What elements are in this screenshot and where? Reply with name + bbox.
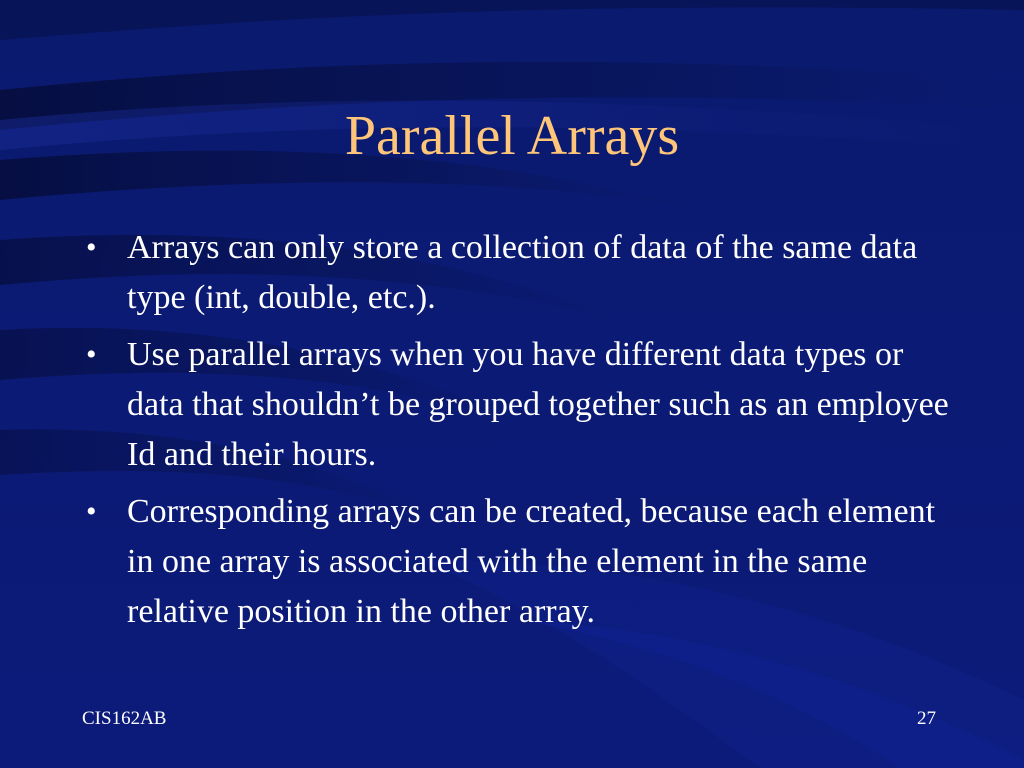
- page-number: 27: [917, 708, 936, 729]
- bullet-marker: •: [86, 495, 97, 528]
- bullet-text: Arrays can only store a collection of data of the same data type (int, double, etc.).: [127, 229, 918, 316]
- bullet-item: [80, 330, 960, 480]
- footer-course-code: CIS162AB: [82, 708, 167, 729]
- bullet-list: [80, 223, 960, 644]
- bullet-marker: •: [86, 231, 97, 264]
- bullet-item: [80, 487, 960, 637]
- bullet-text: Corresponding arrays can be created, because each element in one array is associated with the element in the same relative position in the other array.: [127, 493, 936, 630]
- bullet-item: [80, 223, 960, 323]
- bullet-text: Use parallel arrays when you have different data types or data that shouldn’t be grouped together such as an employee Id and their hours.: [127, 336, 949, 473]
- slide-title: Parallel Arrays: [344, 105, 680, 167]
- bullet-marker: •: [86, 338, 97, 371]
